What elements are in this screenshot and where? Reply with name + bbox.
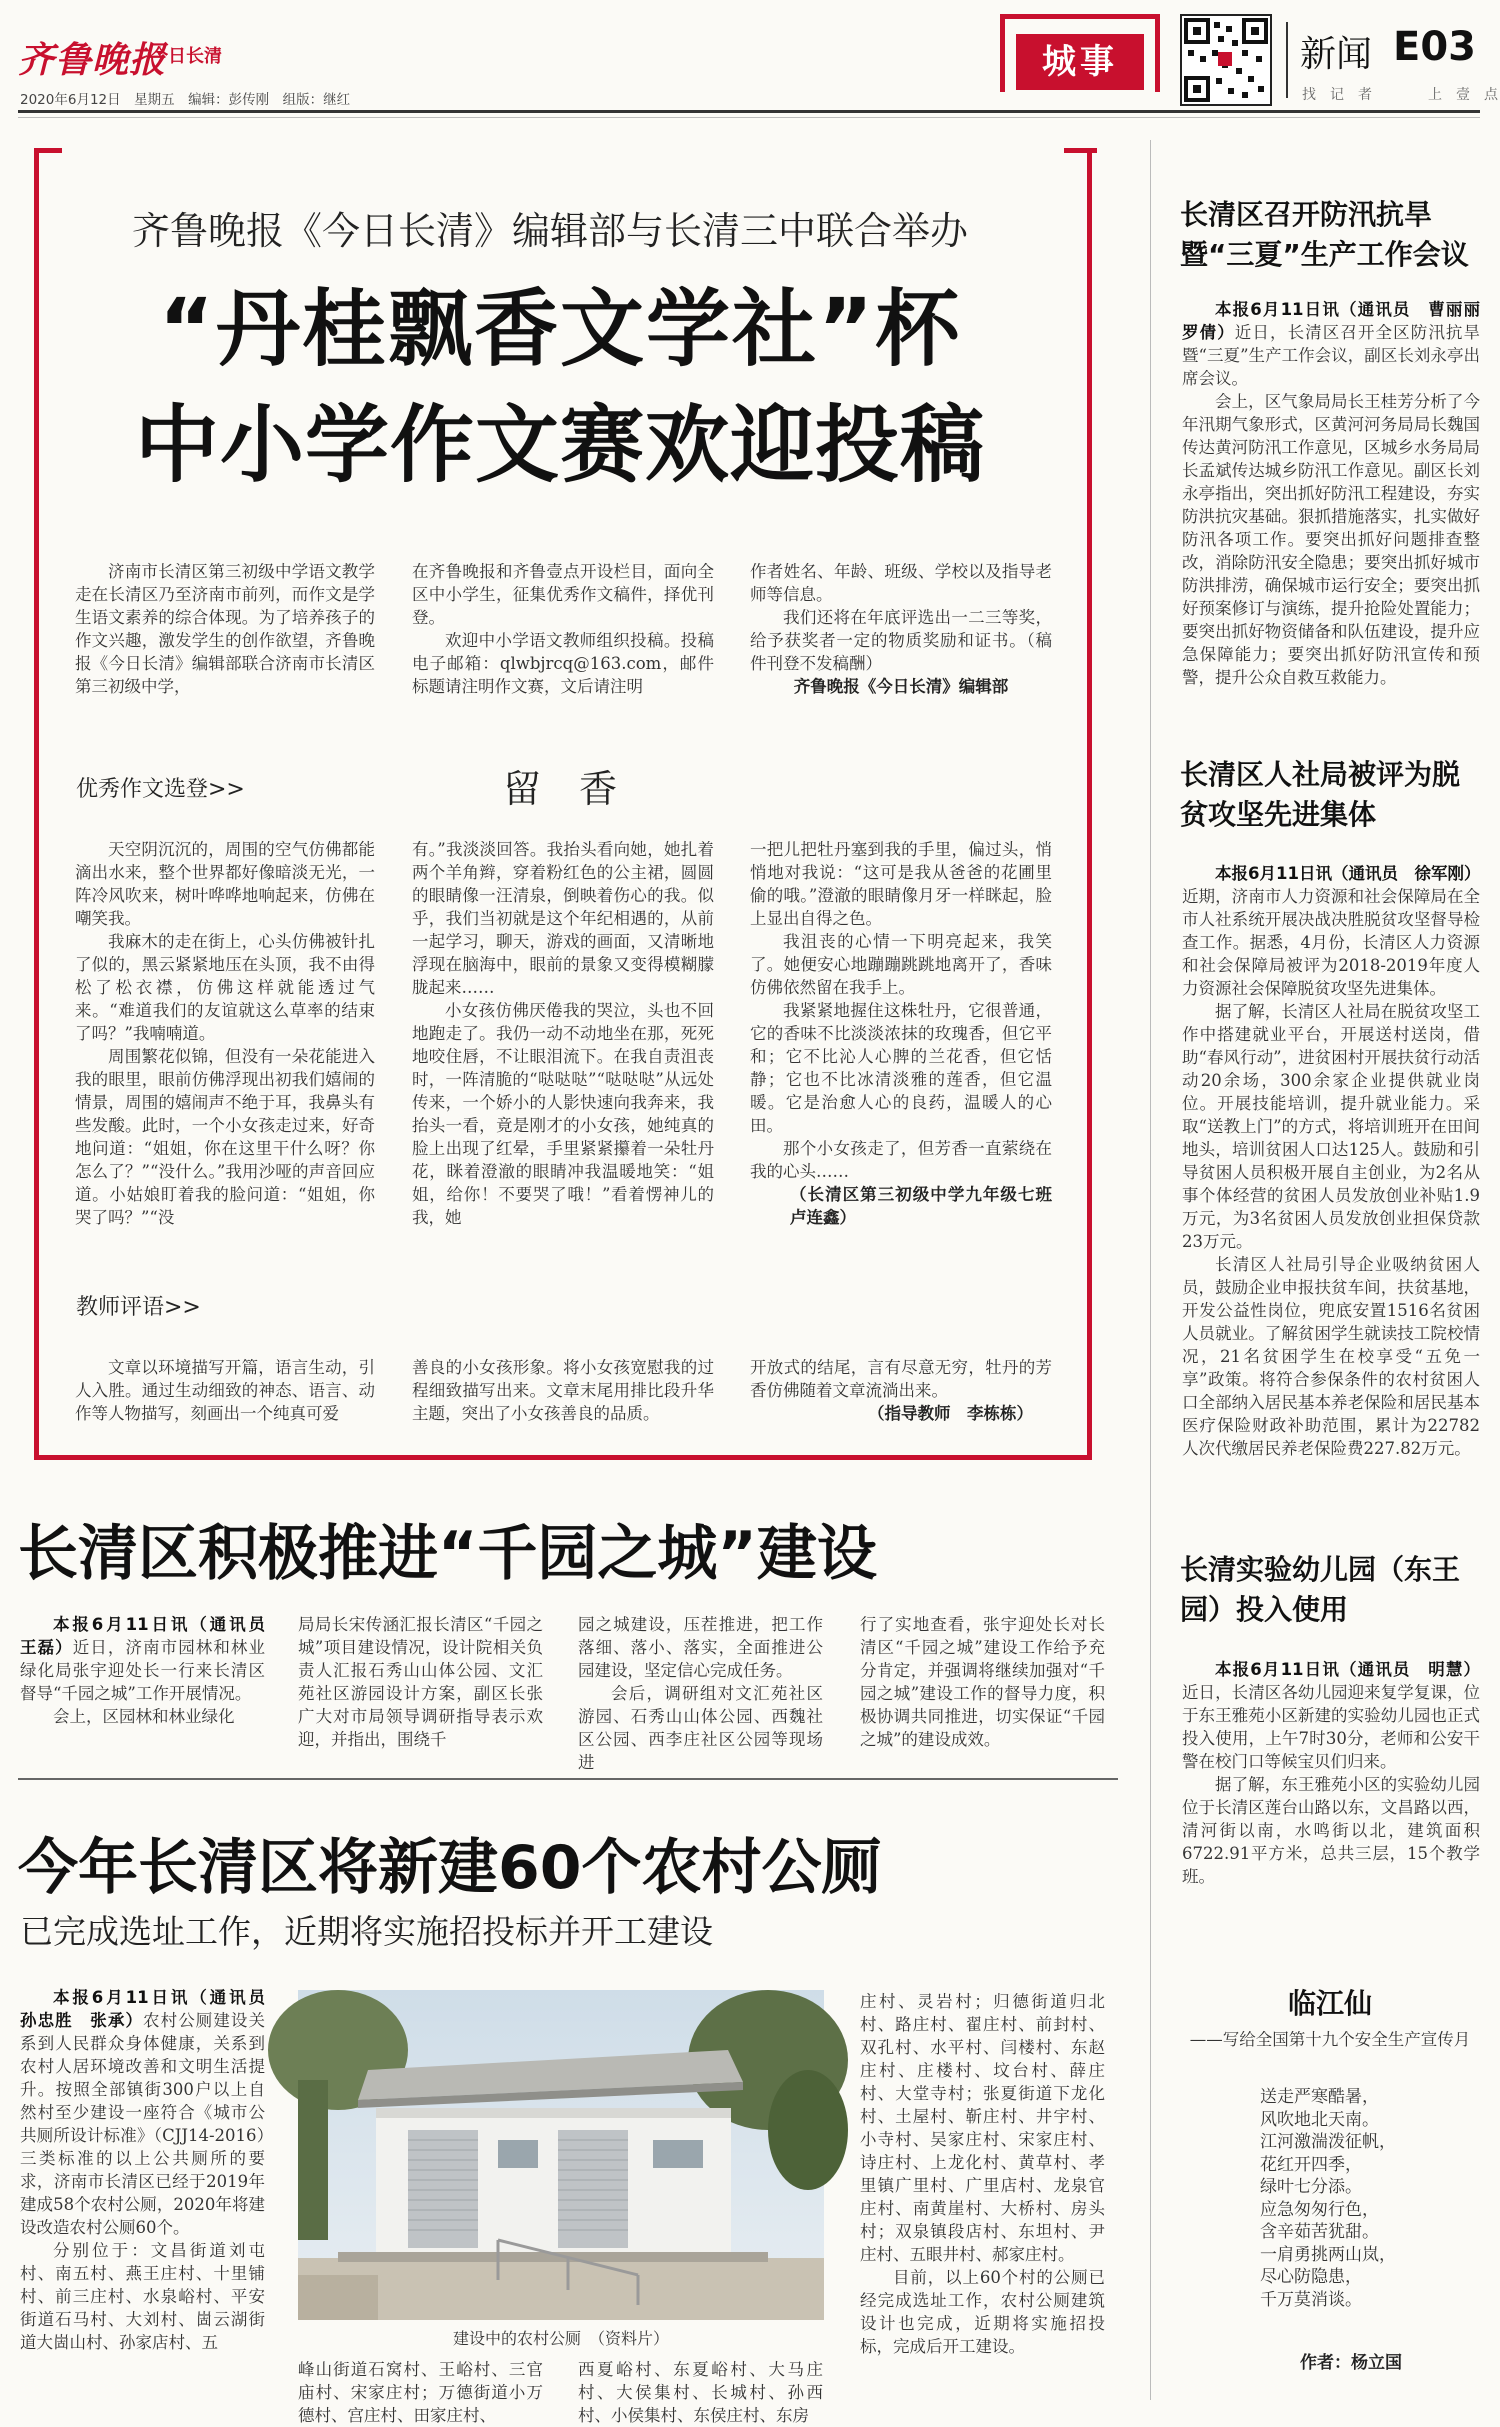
poem-line: 送走严寒酷暑，	[1260, 2087, 1379, 2107]
essay-title-line2: 中小学作文赛欢迎投稿	[134, 396, 985, 494]
qianyuan-col3: 园之城建设，压茬推进，把工作落细、落小、落实，全面推进公园建设，坚定信心完成任务。 会后，调研组对文汇苑社区游园、石秀山山体公园、西魏社区公园、西李庄社区公园等现场进	[578, 1615, 823, 1772]
poem-line: 一肩勇挑两山岚，	[1260, 2244, 1396, 2265]
newspaper-logo: 齐鲁晚报	[18, 39, 167, 81]
poem-line: 尽心防隐患，	[1260, 2267, 1362, 2287]
masthead-rule	[18, 110, 1480, 113]
essay-author: （长清区第三初级中学九年级七班 卢连鑫）	[790, 1185, 1069, 1227]
review-sign: （指导教师 李栋栋）	[868, 1404, 1033, 1423]
essay-title: 留 香	[502, 767, 617, 811]
essay-body-col3: 一把儿把牡丹塞到我的手里，偏过头，悄悄地对我说：“这可是我从爸爸的花圃里偷的哦。”澄澈的眼睛像月牙一样眯起，脸上显出自得之色。 我沮丧的心情一下明亮起来，我笑了。她便安心地蹦蹦跳跳地离开了，香味仿佛依然留在我手上。 我紧紧地握住这株牡丹，它很普通，它的香味不比淡淡浓抹的玫瑰香，但它平和；它不比沁人心脾的兰花香，但它恬静；它也不比冰清淡雅的莲香，但它温暖。它是治愈人心的良药，温暖人的心田。 那个小女孩走了，但芳香一直萦绕在我的心头…… （长清区第三初级中学九年级七班 卢连鑫）	[750, 840, 1069, 1227]
toilet-col3: 西夏峪村、东夏峪村、大马庄村、大侯集村、长城村、孙西村、小侯集村、东侯庄村、东房	[578, 2360, 823, 2425]
essay-title-line1: “丹桂飘香文学社”杯	[158, 280, 962, 378]
qr-code-icon	[1180, 14, 1272, 106]
review-col2: 善良的小女孩形象。将小女孩宽慰我的过程细致描写出来。文章末尾用排比段升华主题，突出了小女孩善良的品质。	[412, 1358, 714, 1423]
sidebar-a3-body: 本报6月11日讯（通讯员 明慧）近日，长清区各幼儿园迎来复学复课，位于东王雅苑小区新建的实验幼儿园也正式投入使用，上午7时30分，老师和公安干警在校门口等候宝贝们归来。 据了解，东王雅苑小区的实验幼儿园位于长清区莲台山路以东，文昌路以西，清河街以南，水鸣街以北，建筑面积6722.91平方米，总共三层，15个教学班。	[1182, 1660, 1480, 1886]
poem-line: 风吹地北天南。	[1260, 2109, 1379, 2130]
toilet-col4: 庄村、灵岩村；归德街道归北村、路庄村、翟庄村、前封村、双孔村、水平村、闫楼村、东赵庄村、庄楼村、坟台村、薛庄村、大堂寺村；张夏街道下龙化村、土屋村、靳庄村、井宇村、小寺村、吴家庄村、宋家庄村、诗庄村、上龙化村、黄草村、孝里镇广里村、广里店村、龙泉官庄村、南黄崖村、大桥村、房头村；双泉镇段店村、东坦村、尹庄村、五眼井村、郝家庄村。 目前，以上60个村的公厕已经完成选址工作，农村公厕建筑设计也完成，近期将实施招投标，完成后开工建设。	[860, 1992, 1105, 2356]
sidebar-a1-headline: 长清区召开防汛抗旱暨“三夏”生产工作会议	[1180, 198, 1469, 271]
qianyuan-col2: 局局长宋传涵汇报长清区“千园之城”项目建设情况，设计院相关负责人汇报石秀山山体公园、文汇苑社区游园设计方案，副区长张广大对市局领导调研指导表示欢迎，并指出，围绕千	[298, 1615, 543, 1749]
article-separator	[18, 1778, 1118, 1780]
toilet-col2: 峰山街道石窝村、王峪村、三官庙村、宋家庄村；万德街道小万德村、宫庄村、田家庄村、	[298, 2360, 543, 2425]
essay-body-col1: 天空阴沉沉的，周围的空气仿佛都能滴出水来，整个世界都好像暗淡无光，一阵冷风吹来，树叶哗哗地响起来，仿佛在嘲笑我。 我麻木的走在街上，心头仿佛被针扎了似的，黑云紧紧地压在头顶，我不由得松了松衣襟，仿佛这样就能透过气来。“难道我们的友谊就这么草率的结束了吗？”我喃喃道。 周围繁花似锦，但没有一朵花能进入我的眼里，眼前仿佛浮现出初我们嬉闹的情景，周围的嬉闹声不绝于耳，我鼻头有些发酸。此时，一个小女孩走过来，好奇地问道：“姐姐，你在这里干什么呀？你怎么了？”“没什么。”我用沙哑的声音回应道。小姑娘盯着我的脸问道：“姐姐，你哭了吗？”“没	[75, 840, 375, 1227]
toilet-subheadline: 已完成选址工作，近期将实施招投标并开工建设	[20, 1912, 713, 1951]
contest-intro-col1: 济南市长清区第三初级中学语文教学走在长清区乃至济南市前列，而作文是学生语文素养的综合体现。为了培养孩子的作文兴趣，激发学生的创作欲望，齐鲁晚报《今日长清》编辑部联合济南市长清区第三初级中学，	[75, 562, 375, 696]
review-col3: 开放式的结尾，言有尽意无穷，牡丹的芳香仿佛随着文章流淌出来。 （指导教师 李栋栋）	[750, 1358, 1052, 1423]
section-badge: 城事	[1016, 34, 1144, 90]
excellent-essays-label: 优秀作文选登>>	[76, 777, 245, 802]
essay-body-col2: 有。”我淡淡回答。我抬头看向她，她扎着两个羊角辫，穿着粉红色的公主裙，圆圆的眼睛像一汪清泉，倒映着伤心的我。似乎，我们当初就是这个年纪相遇的，从前一起学习，聊天，游戏的画面，又清晰地浮现在脑海中，眼前的景象又变得模糊朦胧起来…… 小女孩仿佛厌倦我的哭泣，头也不回地跑走了。我仍一动不动地坐在那，死死地咬住唇，不让眼泪流下。在我自责沮丧时，一阵清脆的“哒哒哒”“哒哒哒”从远处传来，一个娇小的人影快速向我奔来，我抬头一看，竟是刚才的小女孩，她纯真的脸上出现了红晕，手里紧紧攥着一朵牡丹花，眯着澄澈的眼睛冲我温暖地笑：“姐姐，给你！不要哭了哦！”看着愣神儿的我，她	[412, 840, 714, 1227]
teacher-review-label: 教师评语>>	[76, 1295, 201, 1320]
poem-line: 应急匆匆行色，	[1260, 2199, 1379, 2220]
edition-name: 今日长清	[150, 46, 222, 67]
poem-line: 含辛茹苦犹甜。	[1260, 2222, 1379, 2242]
poem-line: 江河激湍泼征帆，	[1260, 2132, 1396, 2152]
page-number: E03	[1393, 24, 1476, 70]
toilet-col1: 本报6月11日讯（通讯员 孙忠胜 张承）农村公厕建设关系到人民群众身体健康，关系到农村人居环境改善和文明生活提升。按照全部镇街300户以上自然村至少建设一座符合《城市公共厕所设计标准》（CJJ14-2016）三类标准的以上公共厕所的要求，济南市长清区已经于2019年建成58个农村公厕，2020年将建设改造农村公厕60个。 分别位于：文昌街道刘屯村、南五村、燕王庄村、十里铺村、前三庄村、水泉峪村、平安街道石马村、大刘村、崮云湖街道大崮山村、孙家店村、五	[20, 1988, 282, 2352]
contest-sign: 齐鲁晚报《今日长清》编辑部	[793, 677, 1009, 696]
poem-line: 绿叶七分添。	[1260, 2177, 1362, 2197]
toilet-photo-caption: 建设中的农村公厕 （资料片）	[452, 2329, 669, 2348]
sidebar-a1-body: 本报6月11日讯（通讯员 曹丽丽 罗倩）近日，长清区召开全区防汛抗旱暨“三夏”生产工作会议，副区长刘永亭出席会议。 会上，区气象局局长王桂芳分析了今年汛期气象形式，区黄河河务局局长魏国传达黄河防汛工作意见，区城乡水务局局长孟斌传达城乡防汛工作意见。副区长刘永亭指出，突出抓好防汛工程建设，夯实防洪抗灾基础。狠抓措施落实，扎实做好防汛各项工作。要突出抓好问题排查整改，消除防汛安全隐患；要突出抓好城市防洪排涝，确保城市运行安全；要突出抓好预案修订与演练，提升抢险处置能力；要突出抓好物资储备和队伍建设，提升应急保障能力；要突出抓好防汛宣传和预警，提升公众自救互救能力。	[1182, 300, 1497, 687]
qianyuan-col4: 行了实地查看，张宇迎处长对长清区“千园之城”建设工作给予充分肯定，并强调将继续加强对“千园之城”建设工作的督导力度，积极协调共同推进，切实保证“千园之城”的建设成效。	[860, 1615, 1105, 1749]
sidebar-a2-headline: 长清区人社局被评为脱贫攻坚先进集体	[1180, 758, 1461, 831]
toilet-photo	[298, 1990, 824, 2320]
masthead	[0, 0, 1500, 108]
poem-subtitle: ——写给全国第十九个安全生产宣传月	[1189, 2030, 1471, 2049]
page-slogan: 找 记 者 上 壹 点	[1302, 87, 1498, 103]
essay-box-top-left	[34, 148, 62, 153]
toilet-headline: 今年长清区将新建60个农村公厕	[18, 1833, 882, 1903]
essay-supertitle: 齐鲁晚报《今日长清》编辑部与长清三中联合举办	[131, 209, 968, 253]
dateline: 2020年6月12日 星期五 编辑：彭传刚 组版：继红	[20, 92, 351, 108]
poem-lines	[1260, 2086, 1460, 2311]
sidebar-a2-body: 本报6月11日讯（通讯员 徐军刚）近期，济南市人力资源和社会保障局在全市人社系统开展决战决胜脱贫攻坚督导检查工作。据悉，4月份，长清区人力资源和社会保障局被评为2018-2019年度人力资源社会保障脱贫攻坚先进集体。 据了解，长清区人社局在脱贫攻坚工作中搭建就业平台，开展送村送岗，借助“春风行动”，进贫困村开展扶贫行动活动20余场，300余家企业提供就业岗位。开展技能培训，提升就业能力。采取“送教上门”的方式，将培训班开在田间地头，培训贫困人口达125人。鼓励和引导贫困人员积极开展自主创业，为2名从事个体经营的贫困人员发放创业补贴1.9万元，为3名贫困人员发放创业担保贷款23万元。 长清区人社局引导企业吸纳贫困人员，鼓励企业申报扶贫车间，扶贫基地，开发公益性岗位，兜底安置1516名贫困人员就业。了解贫困学生就读技工院校情况，21名贫困学生在校享受“五免一享”政策。将符合参保条件的农村贫困人口全部纳入居民基本养老保险和居民基本医疗保险财政补助范围，累计为22782人次代缴居民养老保险费227.82万元。	[1182, 864, 1481, 1458]
review-col1: 文章以环境描写开篇，语言生动，引人入胜。通过生动细致的神态、语言、动作等人物描写，刻画出一个纯真可爱	[75, 1358, 375, 1423]
masthead-rule-thin	[18, 117, 1480, 118]
poem-line: 花红开四季，	[1260, 2154, 1362, 2175]
sidebar-a3-headline: 长清实验幼儿园（东王园）投入使用	[1180, 1553, 1461, 1626]
contest-intro-col2: 在齐鲁晚报和齐鲁壹点开设栏目，面向全区中小学生，征集优秀作文稿件，择优刊登。 欢迎中小学语文教师组织投稿。投稿电子邮箱：qlwbjrcq@163.com，邮件标题请注明作文赛，文后请注明	[412, 562, 714, 696]
essay-box-top-right	[1064, 148, 1097, 153]
contest-email-paragraph: 欢迎中小学语文教师组织投稿。投稿电子邮箱：qlwbjrcq@163.com，邮件标题请注明作文赛，文后请注明	[412, 631, 714, 696]
qianyuan-col1: 本报6月11日讯（通讯员 王磊）近日，济南市园林和林业绿化局张宇迎处长一行来长清区督导“千园之城”工作开展情况。 会上，区园林和林业绿化	[20, 1615, 282, 1726]
poem-line: 千万莫消谈。	[1260, 2289, 1362, 2310]
sidebar-divider	[1150, 140, 1151, 2400]
qianyuan-headline: 长清区积极推进“千园之城”建设	[18, 1519, 877, 1589]
poem-title: 临江仙	[1287, 1987, 1372, 2020]
poem-author: 作者：杨立国	[1300, 2353, 1402, 2373]
page-name: 新闻	[1300, 34, 1373, 75]
header-divider	[1286, 22, 1288, 98]
contest-intro-col3: 作者姓名、年龄、班级、学校以及指导老师等信息。 我们还将在年底评选出一二三等奖，给予获奖者一定的物质奖励和证书。（稿件刊登不发稿酬） 齐鲁晚报《今日长清》编辑部	[750, 562, 1052, 696]
